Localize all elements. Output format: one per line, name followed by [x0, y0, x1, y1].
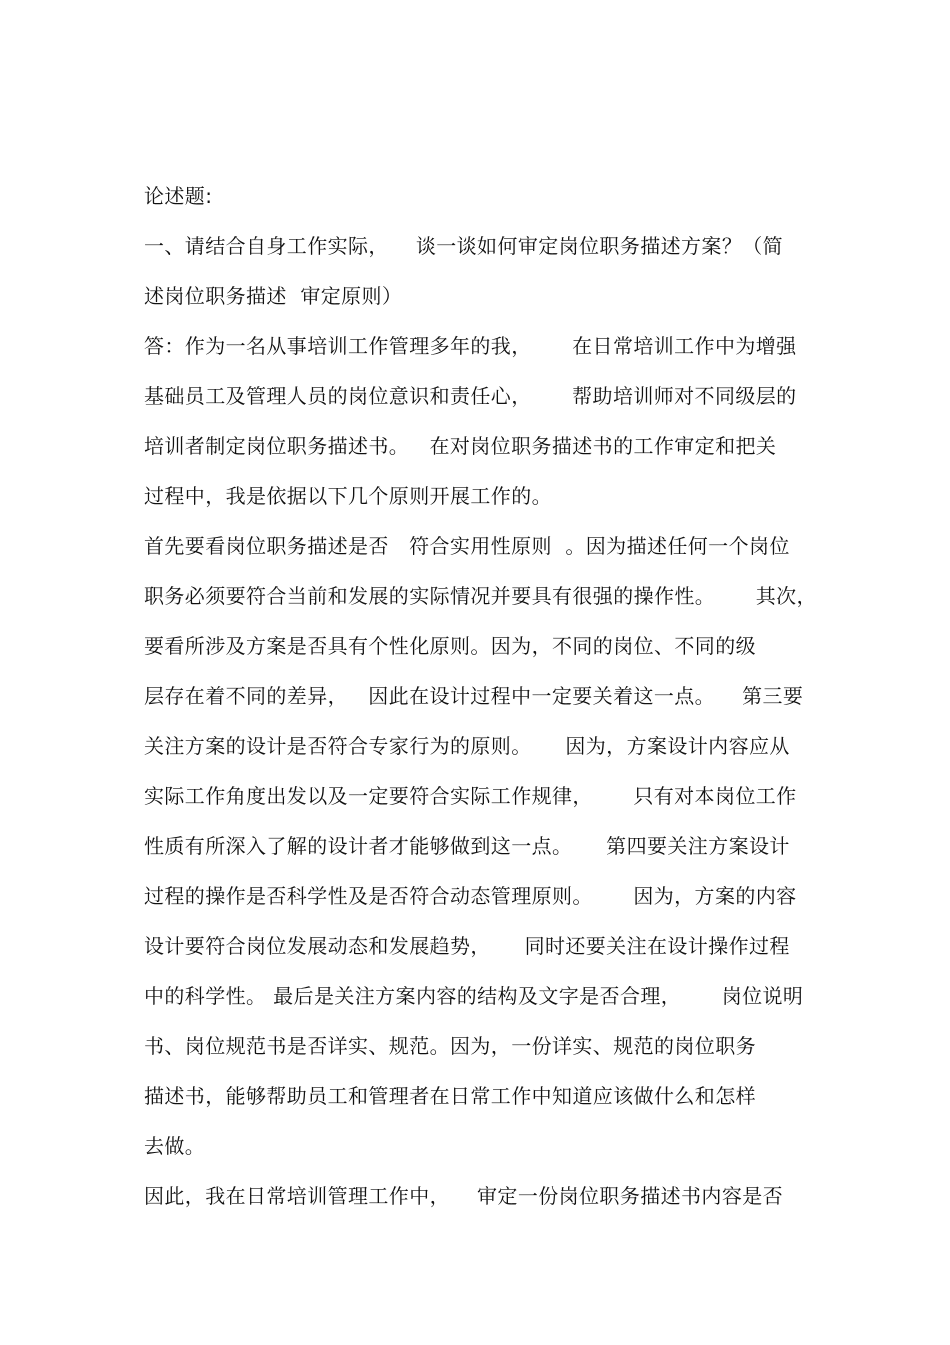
paragraph-line: 设计要符合岗位发展动态和发展趋势， 同时还要关注在设计操作过程 — [144, 934, 790, 958]
question-line: 述岗位职务描述 审定原则） — [144, 284, 403, 308]
answer-line: 过程中，我是依据以下几个原则开展工作的。 — [144, 484, 552, 508]
paragraph-line: 性质有所深入了解的设计者才能够做到这一点。 第四要关注方案设计 — [144, 834, 790, 858]
answer-line: 基础员工及管理人员的岗位意识和责任心， 帮助培训师对不同级层的 — [144, 384, 797, 408]
paragraph-line: 描述书，能够帮助员工和管理者在日常工作中知道应该做什么和怎样 — [144, 1084, 756, 1108]
paragraph-line: 职务必须要符合当前和发展的实际情况并要具有很强的操作性。 其次， — [144, 584, 817, 608]
paragraph-line: 首先要看岗位职务描述是否 符合实用性原则 。因为描述任何一个岗位 — [144, 534, 790, 558]
question-line: 一、请结合自身工作实际， 谈一谈如何审定岗位职务描述方案？（简 — [144, 234, 784, 258]
paragraph-line: 实际工作角度出发以及一定要符合实际工作规律， 只有对本岗位工作 — [144, 784, 797, 808]
paragraph-line: 层存在着不同的差异， 因此在设计过程中一定要关着这一点。 第三要 — [144, 684, 804, 708]
paragraph-line: 书、岗位规范书是否详实、规范。因为，一份详实、规范的岗位职务 — [144, 1034, 756, 1058]
paragraph-line: 去做。 — [144, 1134, 206, 1158]
paragraph-line: 关注方案的设计是否符合专家行为的原则。 因为，方案设计内容应从 — [144, 734, 790, 758]
paragraph-line: 要看所涉及方案是否具有个性化原则。因为，不同的岗位、不同的级 — [144, 634, 756, 658]
answer-line: 答：作为一名从事培训工作管理多年的我， 在日常培训工作中为增强 — [144, 334, 797, 358]
paragraph-line: 过程的操作是否科学性及是否符合动态管理原则。 因为，方案的内容 — [144, 884, 797, 908]
heading: 论述题: — [144, 184, 213, 208]
paragraph-line: 因此，我在日常培训管理工作中， 审定一份岗位职务描述书内容是否 — [144, 1184, 784, 1208]
answer-line: 培训者制定岗位职务描述书。 在对岗位职务描述书的工作审定和把关 — [144, 434, 777, 458]
paragraph-line: 中的科学性。 最后是关注方案内容的结构及文字是否合理， 岗位说明 — [144, 984, 804, 1008]
